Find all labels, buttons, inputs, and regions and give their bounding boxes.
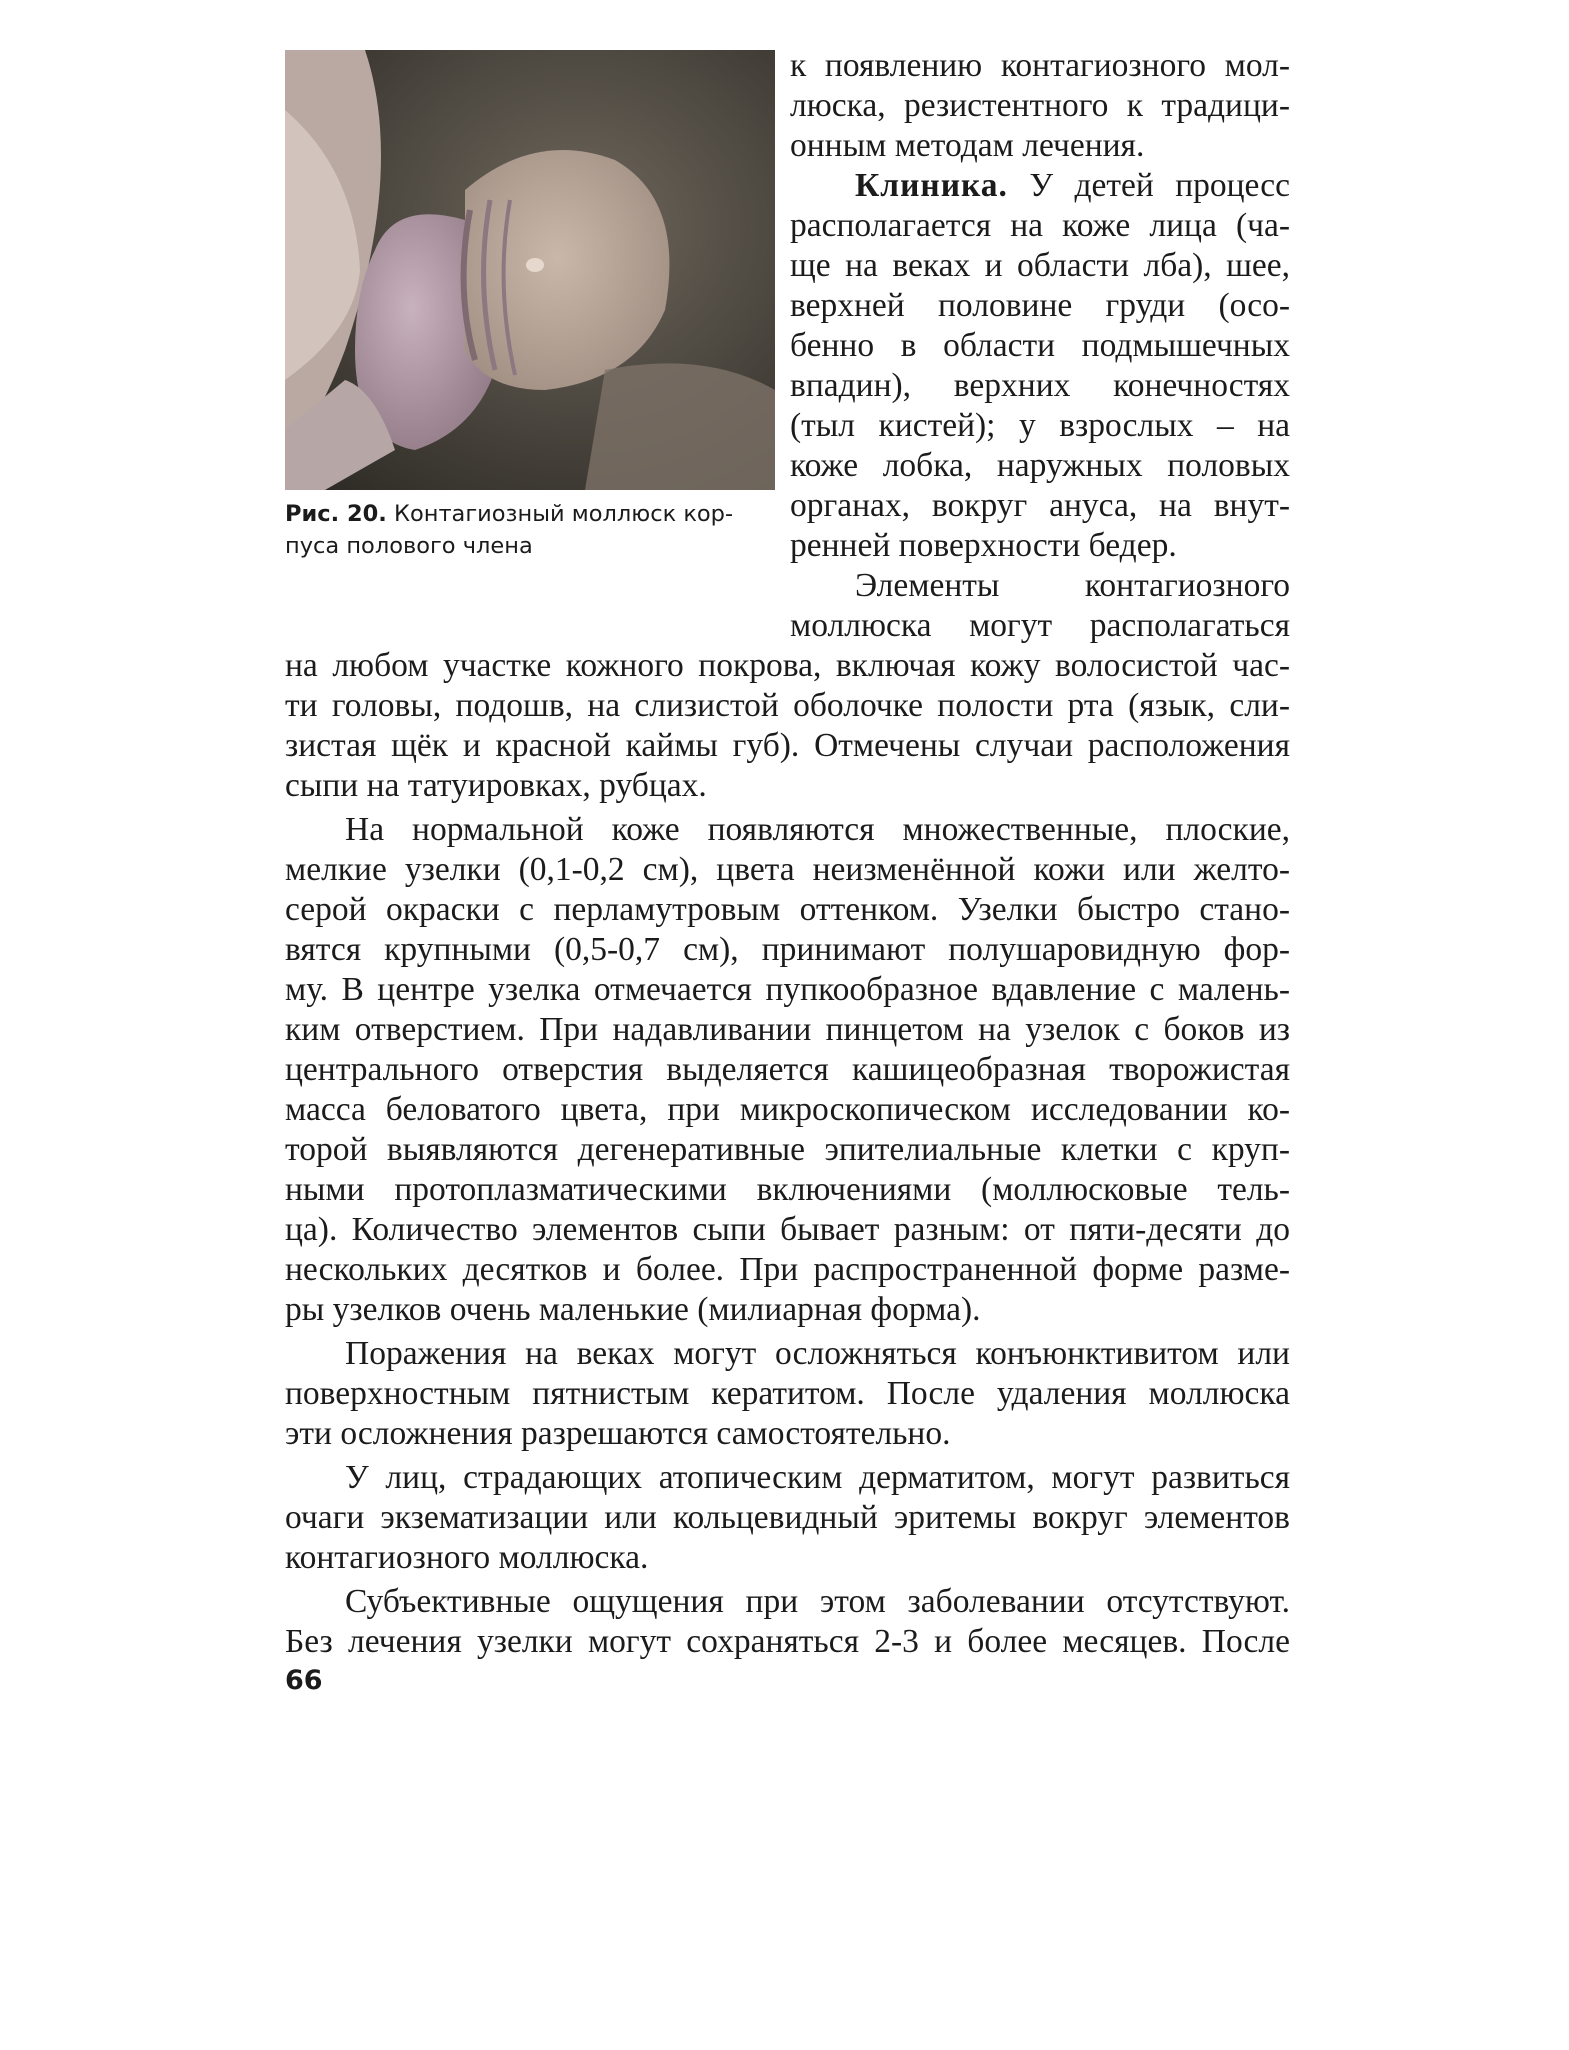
text-line: верхней половине груди (осо-: [790, 287, 1290, 324]
text-line: к появлению контагиозного мол-: [790, 47, 1290, 84]
text-line: торой выявляются дегенеративные эпителиальные клетки с круп-: [285, 1131, 1290, 1168]
figure-caption-text-2: пуса полового члена: [285, 533, 533, 559]
text-line: У лиц, страдающих атопическим дерматитом, могут развиться: [345, 1459, 1290, 1496]
text-line: сыпи на татуировках, рубцах.: [285, 767, 707, 804]
text-line: бенно в области подмышечных: [790, 327, 1290, 364]
text-line: ренней поверхности бедер.: [790, 527, 1177, 564]
text-line: ры узелков очень маленькие (милиарная форма).: [285, 1291, 981, 1328]
text-line: зистая щёк и красной каймы губ). Отмечены случаи расположения: [285, 727, 1290, 764]
text-line: онным методам лечения.: [790, 127, 1145, 164]
page-number: 66: [285, 1665, 323, 1696]
figure-label: Рис. 20.: [285, 501, 387, 527]
text-line: масса беловатого цвета, при микроскопическом исследовании ко-: [285, 1091, 1290, 1128]
text-line: центрального отверстия выделяется кашицеобразная творожистая: [285, 1051, 1290, 1088]
text-line: мелкие узелки (0,1-0,2 см), цвета неизменённой кожи или желто-: [285, 851, 1290, 888]
text-line: нескольких десятков и более. При распространенной форме разме-: [285, 1251, 1290, 1288]
text-line: серой окраски с перламутровым оттенком. Узелки быстро стано-: [285, 891, 1290, 928]
text-line: контагиозного моллюска.: [285, 1539, 649, 1576]
text-line: располагается на коже лица (ча-: [790, 207, 1290, 244]
clinical-photo-icon: [285, 50, 775, 490]
text-line: Субъективные ощущения при этом заболевании отсутствуют.: [345, 1583, 1290, 1620]
text-line: Элементы контагиозного: [855, 567, 1290, 604]
text-line: ти головы, подошв, на слизистой оболочке полости рта (язык, сли-: [285, 687, 1290, 724]
text-line: Без лечения узелки могут сохраняться 2-3 и более месяцев. После: [285, 1623, 1290, 1660]
text-line: поверхностным пятнистым кератитом. После удаления моллюска: [285, 1375, 1290, 1412]
text-line: (тыл кистей); у взрослых – на: [790, 407, 1290, 444]
text-line: коже лобка, наружных половых: [790, 447, 1290, 484]
text-line: Поражения на веках могут осложняться конъюнктивитом или: [345, 1335, 1290, 1372]
text-line: ким отверстием. При надавливании пинцетом на узелок с боков из: [285, 1011, 1290, 1048]
text-line: му. В центре узелка отмечается пупкообразное вдавление с малень-: [285, 971, 1290, 1008]
section-heading-line: Клиника. У детей процесс: [855, 167, 1290, 204]
text-line: впадин), верхних конечностях: [790, 367, 1290, 404]
text-line: моллюска могут располагаться: [790, 607, 1290, 644]
section-heading: Клиника.: [855, 167, 1008, 204]
text-line: ще на веках и области лба), шее,: [790, 247, 1290, 284]
text-line: на любом участке кожного покрова, включая кожу волосистой час-: [285, 647, 1290, 684]
text-line: органах, вокруг ануса, на внут-: [790, 487, 1290, 524]
text-line: На нормальной коже появляются множественные, плоские,: [345, 811, 1290, 848]
figure-photo: [285, 50, 775, 490]
text-line: люска, резистентного к традици-: [790, 87, 1290, 124]
figure-caption-text: Контагиозный моллюск кор-: [386, 501, 734, 527]
text-line: вятся крупными (0,5-0,7 см), принимают полушаровидную фор-: [285, 931, 1290, 968]
text-line: ными протоплазматическими включениями (моллюсковые тель-: [285, 1171, 1290, 1208]
figure-caption: [285, 498, 785, 562]
text-line: эти осложнения разрешаются самостоятельно.: [285, 1415, 951, 1452]
text-line: ца). Количество элементов сыпи бывает разным: от пяти-десяти до: [285, 1211, 1290, 1248]
text-line: очаги экзематизации или кольцевидный эритемы вокруг элементов: [285, 1499, 1290, 1536]
